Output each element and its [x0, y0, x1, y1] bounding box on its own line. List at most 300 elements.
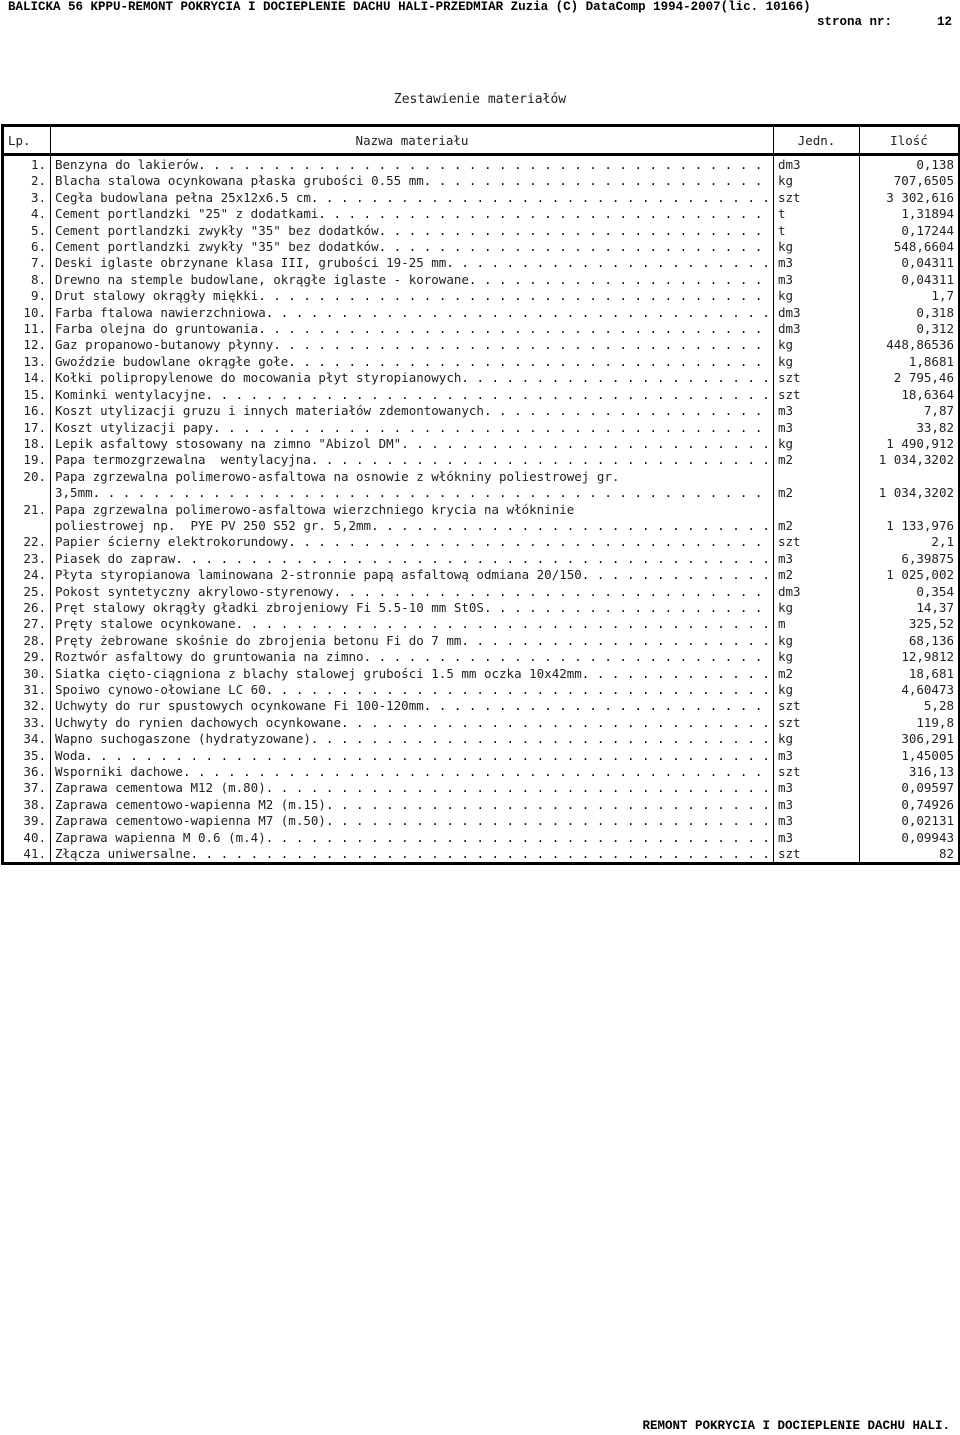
unit-cell [774, 830, 860, 846]
table-row [3, 190, 960, 206]
dot-leader [424, 173, 769, 189]
material-name-cell [51, 698, 774, 714]
table-row [3, 682, 960, 698]
unit-cell [774, 600, 860, 616]
quantity-cell [860, 698, 960, 714]
material-name: Piasek do zapraw [55, 550, 176, 566]
unit-value: m3 [778, 419, 794, 435]
table-body [3, 155, 960, 864]
unit-cell [774, 255, 860, 271]
quantity-value: 7,87 [923, 403, 954, 419]
material-name: Uchwyty do rur spustowych ocynkowane Fi 100-120mm [55, 698, 424, 714]
table-row [3, 616, 960, 632]
material-name-line [55, 748, 769, 764]
unit-value: m3 [778, 780, 794, 796]
unit-value: szt [778, 370, 801, 386]
dot-leader [183, 764, 769, 780]
unit-value: szt [778, 698, 801, 714]
unit-cell [774, 780, 860, 796]
material-name-line [55, 682, 769, 698]
quantity-cell [860, 288, 960, 304]
quantity-cell [860, 403, 960, 419]
quantity-cell [860, 715, 960, 731]
material-name-cell [51, 452, 774, 468]
material-name: Farba ftalowa nawierzchniowa [55, 304, 266, 320]
material-name-line [55, 337, 769, 353]
material-name-line [55, 813, 769, 829]
unit-value: kg [778, 731, 794, 747]
quantity-cell [860, 502, 960, 535]
column-header-name: Nazwa materiału [51, 126, 774, 155]
page-label: strona nr: [816, 15, 892, 29]
row-number: 27. [23, 616, 46, 632]
row-number: 21. [23, 501, 46, 517]
dot-leader [236, 616, 769, 632]
row-number: 15. [23, 386, 46, 402]
dot-leader [266, 830, 769, 846]
quantity-cell [860, 321, 960, 337]
column-header-lp: Lp. [3, 126, 51, 155]
quantity-value: 1 034,3202 [878, 485, 954, 501]
quantity-value: 1,31894 [901, 206, 954, 222]
table-row [3, 420, 960, 436]
material-name: Cement portlandzki zwykły "35" bez dodatków [55, 222, 379, 238]
unit-value: szt [778, 846, 801, 862]
material-name-line [55, 173, 769, 189]
quantity-cell [860, 436, 960, 452]
row-number: 16. [23, 403, 46, 419]
material-name: Roztwór asfaltowy do gruntowania na zimno [55, 649, 364, 665]
quantity-value: 2 795,46 [893, 370, 954, 386]
material-name: Pokost syntetyczny akrylowo-styrenowy [55, 583, 334, 599]
quantity-cell [860, 567, 960, 583]
row-number: 32. [23, 698, 46, 714]
quantity-value: 0,354 [916, 583, 954, 599]
table-row [3, 764, 960, 780]
unit-value: m3 [778, 550, 794, 566]
row-number: 35. [23, 747, 46, 763]
quantity-cell [860, 420, 960, 436]
unit-value: kg [778, 599, 794, 615]
dot-leader [461, 633, 769, 649]
table-row [3, 584, 960, 600]
row-number: 5. [30, 222, 46, 238]
quantity-value: 18,681 [908, 665, 954, 681]
dot-leader [379, 223, 769, 239]
quantity-cell [860, 337, 960, 353]
row-number: 30. [23, 665, 46, 681]
unit-cell [774, 469, 860, 502]
row-number: 19. [23, 452, 46, 468]
quantity-cell [860, 780, 960, 796]
unit-cell [774, 403, 860, 419]
unit-value: szt [778, 534, 801, 550]
material-name: Wapno suchogaszone (hydratyzowane) [55, 731, 311, 747]
unit-value: kg [778, 337, 794, 353]
dot-leader [379, 239, 769, 255]
unit-cell [774, 420, 860, 436]
unit-cell [774, 715, 860, 731]
table-row [3, 846, 960, 864]
quantity-cell [860, 370, 960, 386]
table-row [3, 155, 960, 174]
material-name-line [55, 600, 769, 616]
unit-cell [774, 452, 860, 468]
dot-leader [326, 813, 769, 829]
material-name-cell [51, 846, 774, 864]
table-row [3, 288, 960, 304]
quantity-value: 5,28 [923, 698, 954, 714]
unit-value: m2 [778, 665, 794, 681]
material-name: Farba olejna do gruntowania [55, 321, 259, 337]
table-row [3, 173, 960, 189]
quantity-cell [860, 223, 960, 239]
unit-cell [774, 748, 860, 764]
table-row [3, 469, 960, 502]
quantity-value: 68,136 [908, 632, 954, 648]
unit-cell [774, 239, 860, 255]
unit-cell [774, 616, 860, 632]
row-number: 34. [23, 731, 46, 747]
material-name-cell [51, 155, 774, 174]
material-name: poliestrowej np. PYE PV 250 S52 gr. 5,2mm [55, 517, 372, 533]
dot-leader [461, 370, 769, 386]
table-row [3, 698, 960, 714]
quantity-cell [860, 387, 960, 403]
material-name-cell [51, 715, 774, 731]
unit-value: t [778, 222, 786, 238]
dot-leader [258, 288, 769, 304]
material-name-line [55, 157, 769, 173]
unit-cell [774, 190, 860, 206]
material-name-first-line: Papa zgrzewalna polimerowo-asfaltowa na osnowie z włókniny poliestrowej gr. [55, 468, 620, 484]
quantity-cell [860, 551, 960, 567]
quantity-value: 1 490,912 [886, 435, 954, 451]
quantity-value: 82 [938, 846, 954, 862]
row-number: 37. [23, 780, 46, 796]
table-row [3, 436, 960, 452]
quantity-value: 2,1 [931, 534, 954, 550]
unit-cell [774, 633, 860, 649]
unit-value: m3 [778, 255, 794, 271]
dot-leader [311, 731, 769, 747]
material-name-line [55, 255, 769, 271]
quantity-value: 1,7 [931, 288, 954, 304]
unit-value: kg [778, 239, 794, 255]
section-title: Zestawienie materiałów [393, 92, 567, 107]
material-name: Pręty żebrowane skośnie do zbrojenia betonu Fi do 7 mm [55, 632, 462, 648]
table-row [3, 797, 960, 813]
material-name-cell [51, 764, 774, 780]
material-name-cell [51, 206, 774, 222]
material-name-line [55, 190, 769, 206]
material-name-cell [51, 420, 774, 436]
row-number: 38. [23, 796, 46, 812]
table-row [3, 715, 960, 731]
table-row [3, 223, 960, 239]
row-number: 18. [23, 435, 46, 451]
quantity-value: 1 034,3202 [878, 452, 954, 468]
material-name: Kominki wentylacyjne [55, 386, 206, 402]
unit-cell [774, 436, 860, 452]
material-name: Blacha stalowa ocynkowana płaska grubości 0.55 mm [55, 173, 424, 189]
row-number: 12. [23, 337, 46, 353]
material-name-first-line: Papa zgrzewalna polimerowo-asfaltowa wierzchniego krycia na włókninie [55, 501, 575, 517]
unit-cell [774, 764, 860, 780]
material-name-line [55, 584, 769, 600]
unit-value: szt [778, 714, 801, 730]
table-row [3, 370, 960, 386]
unit-cell [774, 223, 860, 239]
quantity-cell [860, 731, 960, 747]
dot-leader [484, 403, 769, 419]
unit-cell [774, 534, 860, 550]
unit-value: kg [778, 649, 794, 665]
row-number: 28. [23, 632, 46, 648]
material-name-cell [51, 239, 774, 255]
material-name-line [55, 551, 769, 567]
row-number: 24. [23, 567, 46, 583]
quantity-cell [860, 155, 960, 174]
row-number: 25. [23, 583, 46, 599]
material-name-line [55, 830, 769, 846]
quantity-value: 0,09597 [901, 780, 954, 796]
material-name: Drut stalowy okrągły miękki [55, 288, 259, 304]
row-number: 2. [30, 173, 46, 189]
material-name-cell [51, 666, 774, 682]
row-number: 8. [30, 271, 46, 287]
unit-value: m3 [778, 829, 794, 845]
dot-leader [364, 649, 769, 665]
table-row [3, 534, 960, 550]
material-name-cell [51, 288, 774, 304]
dot-leader [266, 780, 769, 796]
dot-leader [266, 305, 769, 321]
material-name-cell [51, 305, 774, 321]
unit-cell [774, 272, 860, 288]
row-number: 23. [23, 550, 46, 566]
unit-cell [774, 354, 860, 370]
unit-value: m2 [778, 517, 794, 533]
material-name: Złącza uniwersalne [55, 846, 191, 862]
unit-cell [774, 337, 860, 353]
table-row [3, 354, 960, 370]
table-row [3, 337, 960, 353]
quantity-value: 0,09943 [901, 829, 954, 845]
row-number: 33. [23, 714, 46, 730]
table-row [3, 321, 960, 337]
quantity-value: 0,02131 [901, 813, 954, 829]
table-row [3, 633, 960, 649]
quantity-cell [860, 469, 960, 502]
material-name: Woda [55, 747, 86, 763]
material-name-line [55, 616, 769, 632]
material-name-line [55, 206, 769, 222]
unit-cell [774, 387, 860, 403]
material-name: 3,5mm [55, 485, 93, 501]
material-name: Zaprawa cementowa M12 (m.80) [55, 780, 266, 796]
dot-leader [258, 321, 769, 337]
page-footer: REMONT POKRYCIA I DOCIEPLENIE DACHU HALI. [642, 1419, 950, 1433]
dot-leader [311, 452, 769, 468]
unit-cell [774, 288, 860, 304]
material-name-cell [51, 190, 774, 206]
unit-cell [774, 551, 860, 567]
material-name: Zaprawa cementowo-wapienna M2 (m.15) [55, 796, 326, 812]
row-number: 29. [23, 649, 46, 665]
table-row [3, 600, 960, 616]
material-name: Papier ścierny elektrokorundowy [55, 534, 289, 550]
material-name: Koszt utylizacji gruzu i innych materiałów zdemontowanych [55, 403, 484, 419]
unit-value: m3 [778, 796, 794, 812]
table-row [3, 452, 960, 468]
material-name: Drewno na stemple budowlane, okrągłe iglaste - korowane [55, 271, 469, 287]
quantity-value: 0,138 [916, 157, 954, 172]
quantity-cell [860, 600, 960, 616]
material-name-cell [51, 830, 774, 846]
dot-leader [341, 715, 769, 731]
material-name-cell [51, 616, 774, 632]
row-number: 1. [30, 157, 46, 172]
unit-value: dm3 [778, 583, 801, 599]
material-name-cell [51, 633, 774, 649]
unit-value: dm3 [778, 321, 801, 337]
quantity-cell [860, 649, 960, 665]
quantity-cell [860, 190, 960, 206]
page-number: 12 [936, 15, 952, 29]
material-name: Papa termozgrzewalna wentylacyjna [55, 452, 311, 468]
material-name-line [55, 797, 769, 813]
material-name-line [55, 534, 769, 550]
table-row [3, 666, 960, 682]
material-name: Cement portlandzki zwykły "35" bez dodatków [55, 239, 379, 255]
table-row [3, 239, 960, 255]
quantity-value: 12,9812 [901, 649, 954, 665]
material-name: Kołki polipropylenowe do mocowania płyt styropianowych [55, 370, 462, 386]
dot-leader [582, 567, 769, 583]
page-header [8, 0, 952, 30]
unit-value: szt [778, 386, 801, 402]
material-name-cell [51, 469, 774, 502]
unit-cell [774, 321, 860, 337]
row-number: 11. [23, 321, 46, 337]
material-name: Pręty stalowe ocynkowane [55, 616, 236, 632]
row-number: 13. [23, 353, 46, 369]
unit-value: m3 [778, 747, 794, 763]
unit-cell [774, 370, 860, 386]
unit-cell [774, 846, 860, 864]
dot-leader [198, 157, 769, 173]
unit-value: kg [778, 435, 794, 451]
quantity-cell [860, 666, 960, 682]
material-name-line [55, 387, 769, 403]
material-name: Zaprawa cementowo-wapienna M7 (m.50) [55, 813, 326, 829]
quantity-value: 0,04311 [901, 255, 954, 271]
table-row [3, 748, 960, 764]
table-row [3, 255, 960, 271]
dot-leader [85, 748, 769, 764]
unit-value: m3 [778, 271, 794, 287]
material-name-cell [51, 436, 774, 452]
dot-leader [446, 255, 769, 271]
table-row [3, 305, 960, 321]
dot-leader [371, 518, 769, 534]
quantity-value: 1 025,002 [886, 567, 954, 583]
unit-cell [774, 584, 860, 600]
document-title: BALICKA 56 KPPU-REMONT POKRYCIA I DOCIEPLENIE DACHU HALI-PRZEDMIAR Zuzia (C) DataComp 1994-2007(lic. 10166) [8, 0, 811, 14]
column-header-qty: Ilość [860, 126, 960, 155]
material-name: Wsporniki dachowe [55, 764, 183, 780]
table-row [3, 780, 960, 796]
material-name-line [55, 518, 769, 534]
row-number: 41. [23, 846, 46, 862]
unit-value: kg [778, 288, 794, 304]
material-name-cell [51, 502, 774, 535]
unit-value: szt [778, 764, 801, 780]
dot-leader [213, 420, 769, 436]
unit-cell [774, 698, 860, 714]
material-name-cell [51, 321, 774, 337]
material-name-line [55, 780, 769, 796]
table-row [3, 272, 960, 288]
material-name-cell [51, 403, 774, 419]
quantity-cell [860, 813, 960, 829]
unit-value: kg [778, 173, 794, 189]
table-header-row [3, 126, 960, 155]
material-name-line [55, 370, 769, 386]
material-name-cell [51, 797, 774, 813]
material-name-cell [51, 649, 774, 665]
unit-cell [774, 797, 860, 813]
unit-cell [774, 682, 860, 698]
table-row [3, 387, 960, 403]
material-name: Lepik asfaltowy stosowany na zimno "Abizol DM" [55, 435, 402, 451]
dot-leader [288, 534, 769, 550]
dot-leader [266, 682, 769, 698]
dot-leader [175, 551, 769, 567]
material-name-cell [51, 354, 774, 370]
quantity-value: 316,13 [908, 764, 954, 780]
dot-leader [190, 846, 769, 862]
material-name: Gaz propanowo-butanowy płynny [55, 337, 274, 353]
material-name: Siatka cięto-ciągniona z blachy stalowej grubości 1.5 mm oczka 10x42mm [55, 665, 582, 681]
material-name-line [55, 846, 769, 862]
dot-leader [311, 190, 769, 206]
dot-leader [469, 272, 769, 288]
unit-value: kg [778, 632, 794, 648]
unit-value: szt [778, 189, 801, 205]
material-name-line [55, 567, 769, 583]
unit-cell [774, 666, 860, 682]
material-name-line [55, 633, 769, 649]
quantity-value: 18,6364 [901, 386, 954, 402]
quantity-value: 0,74926 [901, 796, 954, 812]
unit-value: kg [778, 682, 794, 697]
table-row [3, 551, 960, 567]
material-name-line [55, 354, 769, 370]
material-name: Cement portlandzki "25" z dodatkami [55, 206, 319, 222]
dot-leader [93, 485, 769, 501]
quantity-value: 14,37 [916, 599, 954, 615]
table-row [3, 403, 960, 419]
unit-cell [774, 731, 860, 747]
material-name-line [55, 321, 769, 337]
material-name-cell [51, 370, 774, 386]
material-name-line [55, 715, 769, 731]
quantity-cell [860, 354, 960, 370]
material-name-line [55, 223, 769, 239]
dot-leader [424, 698, 769, 714]
